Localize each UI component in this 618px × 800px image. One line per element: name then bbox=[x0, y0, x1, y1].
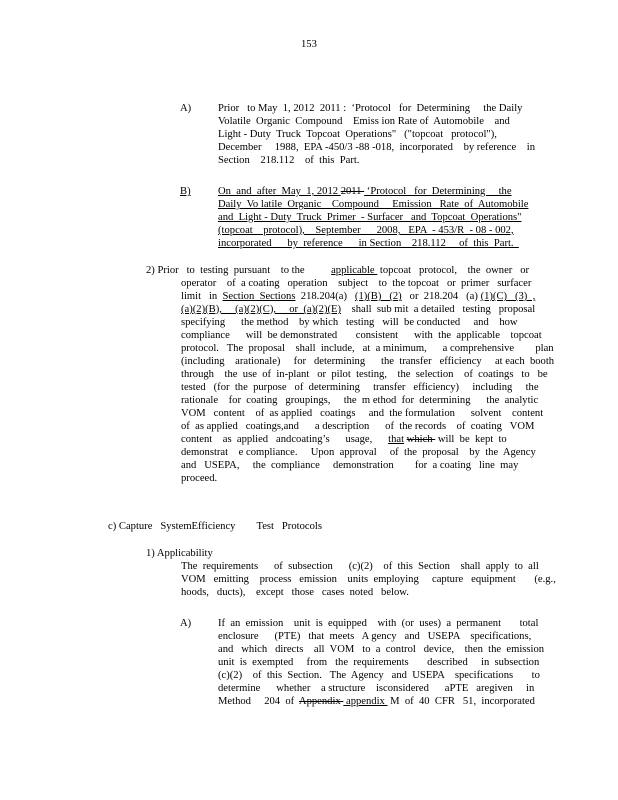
text-run: 2) Prior to testing pursuant to the bbox=[146, 265, 332, 276]
text-run: M of 40 CFR 51, incorporated bbox=[387, 696, 535, 707]
text-line bbox=[181, 343, 554, 355]
text-run: A) bbox=[180, 103, 192, 114]
text-run: content as applied andcoating’s usage, bbox=[181, 434, 389, 445]
text-line bbox=[218, 618, 538, 630]
inserted-text: (a)(2)(B), (a)(2)(C), or (a)(2)(E) bbox=[181, 304, 342, 315]
text-run: limit in bbox=[181, 291, 223, 302]
struck-text: Appendix bbox=[298, 696, 344, 707]
text-line bbox=[218, 212, 521, 224]
text-line bbox=[218, 631, 531, 643]
text-run: and which directs all VOM to a control device, then the emission bbox=[218, 644, 545, 655]
text-run: will be kept to bbox=[435, 434, 507, 445]
text-run: hoods, ducts), except those cases noted below. bbox=[181, 587, 409, 598]
text-run: December 1988, EPA -450/3 -88 -018, incorporated by reference in bbox=[218, 142, 536, 153]
text-line bbox=[181, 304, 535, 316]
text-run: and USEPA, the compliance demonstration for a coating line may bbox=[181, 460, 519, 471]
text-line bbox=[181, 395, 538, 407]
inserted-text: On and after May 1, 2012 bbox=[218, 186, 341, 197]
text-line bbox=[218, 644, 544, 656]
text-run: Light - Duty Truck Topcoat Operations" ("topcoat protocol"), bbox=[218, 129, 497, 140]
text-line bbox=[181, 447, 536, 459]
text-line bbox=[181, 330, 542, 342]
text-run: protocol. The proposal shall include, at a minimum, a comprehensive plan bbox=[181, 343, 554, 354]
text-run: rationale for coating groupings, the m ethod for determining the analytic bbox=[181, 395, 539, 406]
text-run: The requirements of subsection (c)(2) of this Section shall apply to all bbox=[181, 561, 539, 572]
inserted-text: (1)(B) (2) bbox=[354, 291, 402, 302]
text-run: determine whether a structure isconsidered aPTE aregiven in bbox=[218, 683, 535, 694]
text-run: unit is exempted from the requirements described in subsection bbox=[218, 657, 540, 668]
text-run: If an emission unit is equipped with (or uses) a permanent total bbox=[218, 618, 539, 629]
text-line bbox=[218, 155, 359, 167]
text-run: Volatile Organic Compound Emiss ion Rate of Automobile and bbox=[218, 116, 510, 127]
text-run: of as applied coatings,and a description of the records of coating VOM bbox=[181, 421, 535, 432]
text-line bbox=[218, 142, 535, 154]
text-run: compliance will be demonstrated consistent with the applicable topcoat bbox=[181, 330, 542, 341]
text-run: topcoat protocol, the owner or bbox=[377, 265, 530, 276]
struck-text: which bbox=[406, 434, 436, 445]
text-line bbox=[218, 225, 514, 237]
text-run: Section 218.112 of this Part. bbox=[218, 155, 360, 166]
text-line bbox=[218, 657, 539, 669]
text-line bbox=[181, 574, 556, 586]
text-line bbox=[181, 587, 409, 599]
inserted-text: ‘Protocol for Determining the bbox=[364, 186, 512, 197]
text-run: Prior to May 1, 2012 2011 : ‘Protocol for Determining the Daily bbox=[218, 103, 523, 114]
text-line bbox=[181, 382, 539, 394]
text-run: through the use of in-plant or pilot testing, the selection of coatings to be bbox=[181, 369, 548, 380]
text-run: c) Capture SystemEfficiency Test Protocols bbox=[108, 521, 322, 532]
inserted-text: that bbox=[388, 434, 405, 445]
text-line bbox=[218, 103, 522, 115]
text-line bbox=[181, 356, 554, 368]
text-run: enclosure (PTE) that meets A gency and USEPA specifications, bbox=[218, 631, 532, 642]
inserted-text: B) bbox=[180, 186, 191, 197]
text-line bbox=[108, 521, 322, 533]
text-run: Method 204 of bbox=[218, 696, 299, 707]
text-line bbox=[181, 317, 518, 329]
text-line bbox=[181, 369, 548, 381]
struck-text: 2011 bbox=[340, 186, 365, 197]
page-number bbox=[301, 39, 317, 51]
text-line bbox=[181, 473, 217, 485]
text-run: specifying the method by which testing will be conducted and how bbox=[181, 317, 518, 328]
inserted-text: appendix bbox=[343, 696, 388, 707]
inserted-text: Daily Vo latile Organic Compound Emission Rate of Automobile bbox=[218, 199, 529, 210]
text-line bbox=[181, 434, 507, 446]
inserted-text: (1)(C) (3) , bbox=[480, 291, 536, 302]
text-run: shall sub mit a detailed testing proposal bbox=[341, 304, 536, 315]
text-run: VOM emitting process emission units employing capture equipment (e.g., bbox=[181, 574, 556, 585]
text-line bbox=[181, 460, 518, 472]
text-run: demonstrat e compliance. Upon approval of the proposal by the Agency bbox=[181, 447, 536, 458]
text-run: 153 bbox=[301, 39, 317, 50]
text-line bbox=[180, 618, 191, 630]
text-run: or 218.204 (a) bbox=[401, 291, 481, 302]
text-line bbox=[218, 116, 510, 128]
inserted-text: (topcoat protocol), September 2008, EPA - 453/R - 08 - 002, bbox=[218, 225, 514, 236]
text-line bbox=[180, 103, 191, 115]
text-line bbox=[146, 265, 529, 277]
inserted-text: incorporated by reference in Section 218.112 of this Part. bbox=[218, 238, 519, 249]
text-run: (including arationale) for determining the transfer efficiency at each booth bbox=[181, 356, 555, 367]
text-run: VOM content of as applied coatings and the formulation solvent content bbox=[181, 408, 544, 419]
text-line bbox=[218, 186, 512, 198]
text-run: (c)(2) of this Section. The Agency and USEPA specifications to bbox=[218, 670, 540, 681]
text-run: A) bbox=[180, 618, 192, 629]
text-line bbox=[181, 421, 534, 433]
text-line bbox=[146, 548, 213, 560]
text-line bbox=[181, 408, 543, 420]
text-run: operator of a coating operation subject to the topcoat or primer surfacer bbox=[181, 278, 532, 289]
text-line bbox=[218, 683, 534, 695]
text-line bbox=[181, 561, 539, 573]
text-run: proceed. bbox=[181, 473, 218, 484]
text-run: tested (for the purpose of determining transfer efficiency) including the bbox=[181, 382, 539, 393]
inserted-text: Section Sections bbox=[222, 291, 296, 302]
inserted-text: and Light - Duty Truck Primer - Surfacer and Topcoat Operations" bbox=[218, 212, 522, 223]
text-line bbox=[180, 186, 191, 198]
text-line bbox=[218, 199, 528, 211]
text-line bbox=[218, 129, 497, 141]
inserted-text: applicable bbox=[331, 265, 378, 276]
text-line bbox=[181, 291, 535, 303]
text-line bbox=[181, 278, 531, 290]
text-line bbox=[218, 696, 535, 708]
text-line bbox=[218, 670, 540, 682]
text-run: 218.204(a) bbox=[295, 291, 355, 302]
text-line bbox=[218, 238, 519, 250]
text-run: 1) Applicability bbox=[146, 548, 213, 559]
